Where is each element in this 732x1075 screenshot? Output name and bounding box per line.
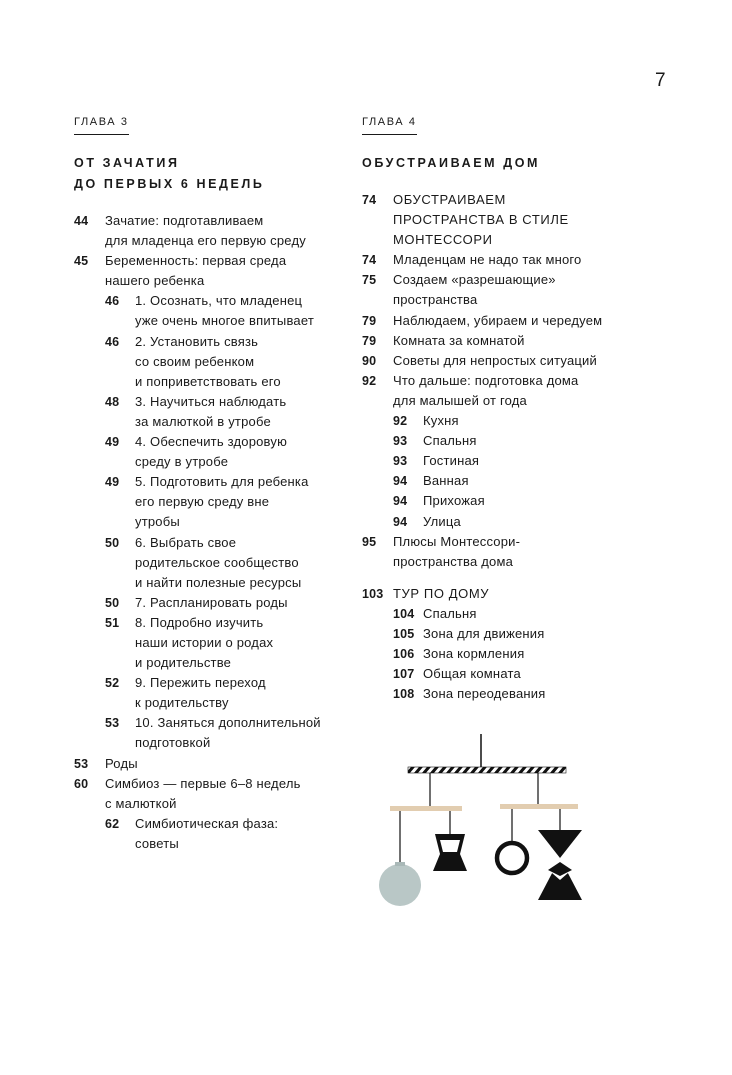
toc-entry: [362, 351, 662, 371]
toc-entry-text: его первую среду вне: [135, 494, 270, 510]
toc-page-number: 44: [74, 214, 89, 228]
toc-page-number: 45: [74, 254, 89, 269]
toc-entry: [74, 553, 349, 573]
toc-entry: [74, 593, 349, 613]
toc-page-number: [105, 834, 135, 854]
toc-page-number: [105, 573, 135, 593]
mobile-striped-bar: [408, 767, 566, 773]
toc-entry-text: 1. Осознать, что младенец: [135, 293, 303, 309]
toc-entry: [74, 693, 349, 713]
toc-entry: [74, 332, 349, 352]
toc-entry-text: Гостиная: [423, 453, 480, 469]
toc-entry-text: за малюткой в утробе: [135, 413, 271, 429]
mobile-hourglass-shape: [433, 834, 467, 871]
toc-page-number: 79: [362, 333, 377, 348]
toc-page-number: 107: [393, 667, 415, 682]
toc-entry: [74, 432, 349, 452]
toc-entry: [362, 230, 662, 250]
toc-entry: [74, 794, 349, 814]
toc-entry-text: к родительству: [135, 695, 229, 711]
chapter-3-toc-list: [74, 211, 349, 854]
toc-entry-text: уже очень многое впитывает: [135, 313, 315, 329]
montessori-mobile-icon: [378, 730, 618, 920]
toc-entry-text: Общая комната: [423, 666, 521, 682]
toc-entry: [74, 573, 349, 593]
toc-entry: [362, 624, 662, 644]
toc-entry-text: подготовкой: [135, 735, 211, 751]
toc-entry-text: Советы для непростых ситуаций: [393, 352, 597, 368]
toc-entry: [74, 613, 349, 633]
toc-page-number: 46: [105, 294, 120, 309]
toc-page-number: 104: [393, 606, 415, 621]
toc-entry: [74, 352, 349, 372]
mobile-glass-ball: [379, 864, 421, 906]
toc-entry-text: утробы: [135, 514, 180, 530]
toc-page-number: [362, 210, 393, 230]
toc-entry: [362, 391, 662, 411]
toc-page-number: 46: [105, 334, 120, 349]
toc-entry: [74, 774, 349, 794]
toc-entry-text: 8. Подробно изучить: [135, 614, 264, 630]
toc-entry-text: с малюткой: [105, 795, 177, 811]
toc-entry: [362, 250, 662, 270]
toc-page-number: 79: [362, 313, 377, 328]
toc-entry-text: МОНТЕССОРИ: [393, 232, 493, 248]
chapter-3-title: [74, 153, 349, 195]
toc-entry: [362, 552, 662, 572]
toc-entry-text: и родительстве: [135, 655, 232, 671]
chapter-3-title-line-1: ОТ ЗАЧАТИЯ: [74, 156, 180, 170]
toc-page-number: 75: [362, 273, 377, 288]
toc-entry: [74, 733, 349, 753]
toc-entry-text: ОБУСТРАИВАЕМ: [393, 192, 506, 207]
toc-entry-text: Улица: [423, 513, 461, 529]
toc-entry-text: Зона кормления: [423, 646, 525, 662]
chapter-3-label: ГЛАВА 3: [74, 114, 129, 135]
toc-entry-text: советы: [135, 835, 179, 851]
toc-entry: [362, 190, 662, 210]
toc-entry-text: Симбиотическая фаза:: [135, 815, 279, 831]
toc-entry: [74, 211, 349, 231]
chapter-4-toc-list: [362, 190, 662, 572]
mobile-wood-bar-left: [390, 806, 462, 811]
toc-page-number: [105, 733, 135, 753]
toc-page-number: 103: [362, 586, 384, 601]
toc-page-number: [105, 352, 135, 372]
toc-entry: [74, 291, 349, 311]
toc-entry: [362, 684, 662, 704]
chapter-4-title: ОБУСТРАИВАЕМ ДОМ: [362, 156, 541, 170]
toc-entry-text: Наблюдаем, убираем и чередуем: [393, 312, 603, 328]
toc-entry-text: Создаем «разрешающие»: [393, 272, 556, 288]
toc-page-number: 74: [362, 253, 377, 268]
chapter-4-tour-list: [362, 584, 662, 705]
toc-entry-text: для малышей от года: [393, 392, 527, 408]
toc-entry: [74, 372, 349, 392]
toc-page-number: 49: [105, 435, 120, 450]
toc-entry-text: ПРОСТРАНСТВА В СТИЛЕ: [393, 212, 569, 228]
toc-entry-text: Что дальше: подготовка дома: [393, 372, 579, 388]
toc-entry: [362, 290, 662, 310]
toc-entry: [74, 754, 349, 774]
toc-entry-text: наши истории о родах: [135, 634, 274, 650]
toc-page-number: [105, 512, 135, 532]
toc-entry-text: и найти полезные ресурсы: [135, 574, 302, 590]
toc-entry: [362, 210, 662, 230]
toc-entry: [74, 492, 349, 512]
toc-entry-text: среду в утробе: [135, 454, 229, 470]
toc-entry-text: Комната за комнатой: [393, 332, 525, 348]
toc-entry: [362, 431, 662, 451]
toc-page-number: [105, 412, 135, 432]
toc-entry: [362, 491, 662, 511]
toc-page-number: 94: [393, 474, 408, 489]
toc-entry: [362, 532, 662, 552]
toc-entry-text: Зачатие: подготавливаем: [105, 213, 264, 228]
toc-page-number: 52: [105, 676, 120, 691]
toc-entry: [74, 512, 349, 532]
toc-page-number: 92: [362, 373, 377, 388]
toc-entry-text: 10. Заняться дополнительной: [135, 715, 321, 731]
toc-entry: [362, 604, 662, 624]
toc-entry: [362, 584, 662, 604]
chapter-4-column: [362, 112, 662, 704]
chapter-3-title-line-2: ДО ПЕРВЫХ 6 НЕДЕЛЬ: [74, 177, 265, 191]
toc-page-number: [105, 452, 135, 472]
toc-page-number: 93: [393, 454, 408, 469]
toc-page-number: 95: [362, 534, 377, 549]
toc-entry-text: Зона для движения: [423, 625, 545, 641]
toc-page-number: [74, 794, 105, 814]
toc-page-number: [105, 311, 135, 331]
toc-entry-text: родительское сообщество: [135, 554, 299, 570]
toc-entry-text: 7. Распланировать роды: [135, 594, 288, 610]
toc-page-number: 62: [105, 816, 120, 831]
toc-entry: [74, 412, 349, 432]
toc-entry: [362, 311, 662, 331]
toc-entry: [362, 664, 662, 684]
toc-entry: [74, 653, 349, 673]
toc-entry-text: Спальня: [423, 605, 477, 621]
toc-entry: [362, 371, 662, 391]
toc-entry-text: и поприветствовать его: [135, 373, 281, 389]
toc-entry-text: со своим ребенком: [135, 353, 255, 369]
toc-entry: [362, 471, 662, 491]
toc-entry-text: 2. Установить связь: [135, 333, 259, 349]
toc-entry-text: нашего ребенка: [105, 273, 205, 289]
toc-entry-text: пространства дома: [393, 553, 514, 569]
toc-page-number: 50: [105, 595, 120, 610]
toc-page-number: [74, 271, 105, 291]
toc-entry-text: Зона переодевания: [423, 686, 546, 702]
toc-entry-text: Беременность: первая среда: [105, 253, 287, 269]
toc-entry: [74, 311, 349, 331]
toc-entry-text: пространства: [393, 292, 478, 308]
toc-entry-text: для младенца его первую среду: [105, 233, 306, 249]
toc-page-number: 48: [105, 394, 120, 409]
toc-page-number: [362, 391, 393, 411]
toc-page-number: 108: [393, 687, 415, 702]
toc-entry: [362, 451, 662, 471]
toc-entry-text: Младенцам не надо так много: [393, 252, 582, 268]
toc-entry: [74, 533, 349, 553]
mobile-ring: [497, 843, 527, 873]
toc-page-number: 74: [362, 193, 377, 207]
toc-entry: [74, 673, 349, 693]
toc-entry: [74, 472, 349, 492]
toc-entry: [74, 231, 349, 251]
toc-entry-text: ТУР ПО ДОМУ: [393, 585, 490, 601]
toc-entry-text: Прихожая: [423, 493, 485, 509]
toc-page-number: [105, 372, 135, 392]
toc-entry: [74, 251, 349, 271]
toc-page-number: 92: [393, 414, 408, 429]
toc-page-number: [105, 633, 135, 653]
toc-entry-text: 5. Подготовить для ребенка: [135, 474, 309, 490]
toc-entry: [74, 633, 349, 653]
toc-entry-text: 4. Обеспечить здоровую: [135, 434, 288, 450]
toc-entry: [74, 271, 349, 291]
toc-page-number: 53: [74, 756, 89, 771]
toc-page-number: [362, 290, 393, 310]
toc-page-number: [74, 231, 105, 251]
toc-page-number: 49: [105, 475, 120, 490]
toc-entry-text: Роды: [105, 755, 138, 771]
toc-page-number: [105, 553, 135, 573]
toc-page-number: 105: [393, 626, 415, 641]
toc-page-number: 60: [74, 776, 89, 791]
toc-entry: [362, 411, 662, 431]
toc-entry: [74, 834, 349, 854]
toc-entry-text: 3. Научиться наблюдать: [135, 393, 287, 409]
toc-page-number: 51: [105, 615, 120, 630]
toc-page-number: 94: [393, 514, 408, 529]
toc-page-number: [105, 492, 135, 512]
toc-entry-text: Симбиоз — первые 6–8 недель: [105, 775, 301, 791]
toc-entry-text: Плюсы Монтессори-: [393, 533, 521, 549]
toc-page-number: [105, 653, 135, 673]
toc-entry: [362, 270, 662, 290]
toc-page-number: [362, 552, 393, 572]
toc-entry-text: 6. Выбрать свое: [135, 534, 237, 550]
toc-entry-text: Спальня: [423, 433, 477, 449]
toc-entry: [74, 814, 349, 834]
toc-entry: [362, 644, 662, 664]
mobile-wood-bar-right: [500, 804, 578, 809]
toc-page-number: 53: [105, 716, 120, 731]
toc-page-number: 50: [105, 535, 120, 550]
toc-page-number: [362, 230, 393, 250]
toc-entry: [362, 512, 662, 532]
toc-entry: [74, 452, 349, 472]
toc-page-number: 106: [393, 647, 415, 662]
toc-page-number: [105, 693, 135, 713]
toc-page-number: 94: [393, 494, 408, 509]
toc-entry: [362, 331, 662, 351]
chapter-3-column: [74, 112, 349, 854]
toc-entry: [74, 713, 349, 733]
page-number: 7: [655, 70, 666, 91]
toc-entry-text: Ванная: [423, 473, 469, 489]
chapter-4-label: ГЛАВА 4: [362, 114, 417, 135]
toc-page-number: 90: [362, 353, 377, 368]
toc-entry: [74, 392, 349, 412]
toc-entry-text: Кухня: [423, 413, 459, 429]
toc-entry-text: 9. Пережить переход: [135, 675, 266, 691]
toc-page-number: 93: [393, 434, 408, 449]
